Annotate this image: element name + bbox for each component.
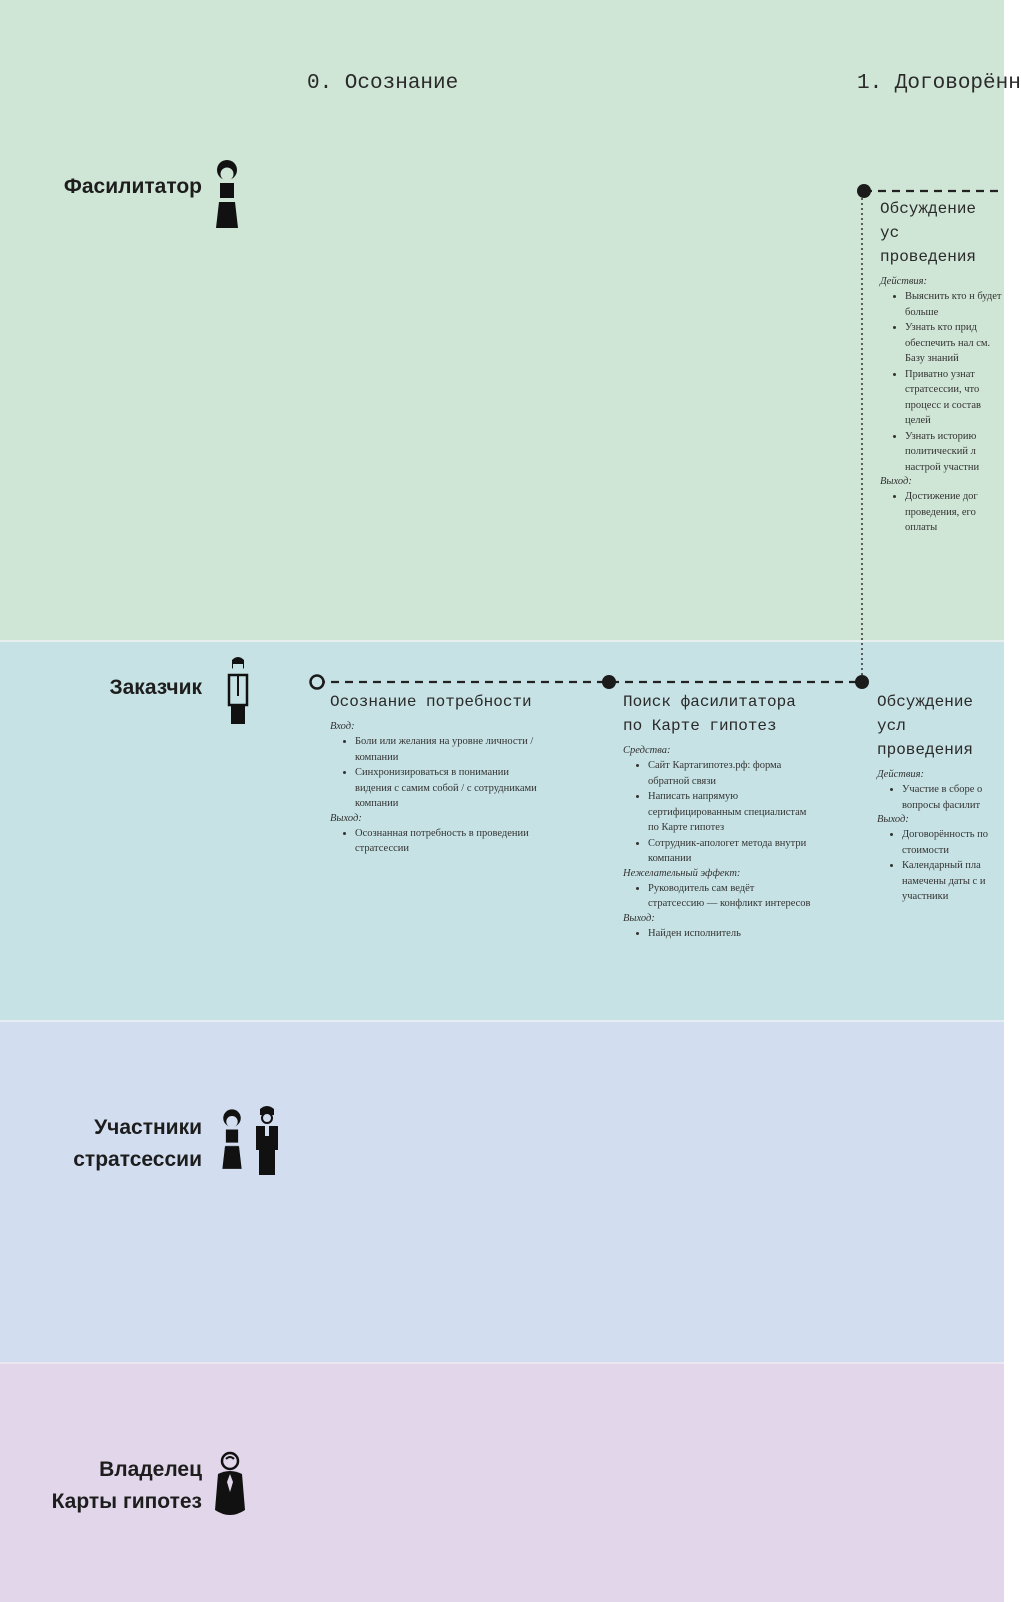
- list-item: • Найден исполнитель: [648, 926, 813, 942]
- card-need-awareness-title: Осознание потребности: [330, 693, 532, 711]
- card-facilitator-discussion: [880, 197, 1004, 536]
- list-item: • Узнать историю политический л настрой участни: [905, 429, 1004, 476]
- list-item: • Синхронизироваться в понимании видения с самим собой / с сотрудниками компании: [355, 765, 545, 812]
- card-facilitator-search-undesired: [623, 881, 813, 912]
- card-customer-discussion-title: Обсуждение усл проведения: [877, 693, 974, 759]
- role-facilitator-label: Фасилитатор: [63, 175, 202, 198]
- list-item: • Календарный пла намечены даты с и участники: [902, 858, 1004, 905]
- card-facilitator-discussion-title: Обсуждение ус проведения: [880, 200, 977, 266]
- list-item: • Осознанная потребность в проведении стратсессии: [355, 826, 545, 857]
- role-customer-label: Заказчик: [109, 676, 202, 699]
- card-facilitator-search-undesired-label: Нежелательный эффект:: [623, 867, 741, 879]
- card-need-awareness-output-label: Выход:: [330, 812, 362, 824]
- card-facilitator-search-means: [623, 758, 813, 867]
- card-customer-discussion-output-label: Выход:: [877, 814, 909, 825]
- customer-start-node: [311, 676, 324, 689]
- card-customer-discussion-actions-label: Действия:: [877, 769, 925, 780]
- card-facilitator-search-output-label: Выход:: [623, 912, 655, 924]
- role-participants-line2: стратсессии: [73, 1148, 202, 1171]
- list-item: • Узнать кто прид обеспечить нал см. Базу знаний: [905, 320, 1004, 367]
- list-item: • Написать напрямую сертифицированным специалистам по Карте гипотез: [648, 789, 813, 836]
- list-item: • Договорённость по стоимости: [902, 827, 1004, 858]
- card-facilitator-discussion-actions: [880, 289, 1004, 475]
- role-owner-line1: Владелец: [99, 1458, 202, 1481]
- role-owner-line2: Карты гипотез: [51, 1490, 202, 1513]
- card-customer-discussion-output: [877, 827, 1004, 905]
- stage-0-label: 0. Осознание: [307, 72, 459, 95]
- list-item: • Выяснить кто н будет больше: [905, 289, 1004, 320]
- card-facilitator-discussion-output: [880, 489, 1004, 536]
- list-item: • Участие в сборе о вопросы фасилит: [902, 782, 1004, 813]
- card-need-awareness-input-label: Вход:: [330, 721, 355, 732]
- list-item: • Боли или желания на уровне личности /компании: [355, 734, 545, 765]
- card-facilitator-discussion-actions-label: Действия:: [880, 276, 928, 287]
- card-need-awareness-input: [330, 734, 545, 812]
- list-item: • Сайт Картагипотез.рф: форма обратной связи: [648, 758, 813, 789]
- card-facilitator-search-output: [623, 926, 813, 942]
- role-participants-line1: Участники: [94, 1116, 202, 1139]
- card-need-awareness: [330, 690, 545, 857]
- card-customer-discussion: [877, 690, 1004, 905]
- card-need-awareness-output: [330, 826, 545, 857]
- card-facilitator-discussion-output-label: Выход:: [880, 476, 912, 487]
- stage-1-label: 1. Договорённ: [857, 72, 1021, 95]
- list-item: • Руководитель сам ведёт стратсессию — конфликт интересов: [648, 881, 813, 912]
- facilitator-node-dot: [857, 184, 871, 198]
- list-item: • Сотрудник-апологет метода внутри компании: [648, 836, 813, 867]
- customer-node-search: [602, 675, 616, 689]
- card-facilitator-search-title: Поиск фасилитатора по Карте гипотез: [623, 693, 796, 735]
- card-facilitator-search-means-label: Средства:: [623, 745, 671, 756]
- customer-node-discussion: [855, 675, 869, 689]
- list-item: • Приватно узнат стратсессии, что процесс и состав целей: [905, 367, 1004, 429]
- card-facilitator-search: [623, 690, 813, 941]
- card-customer-discussion-actions: [877, 782, 1004, 813]
- list-item: • Достижение дог проведения, его оплаты: [905, 489, 1004, 536]
